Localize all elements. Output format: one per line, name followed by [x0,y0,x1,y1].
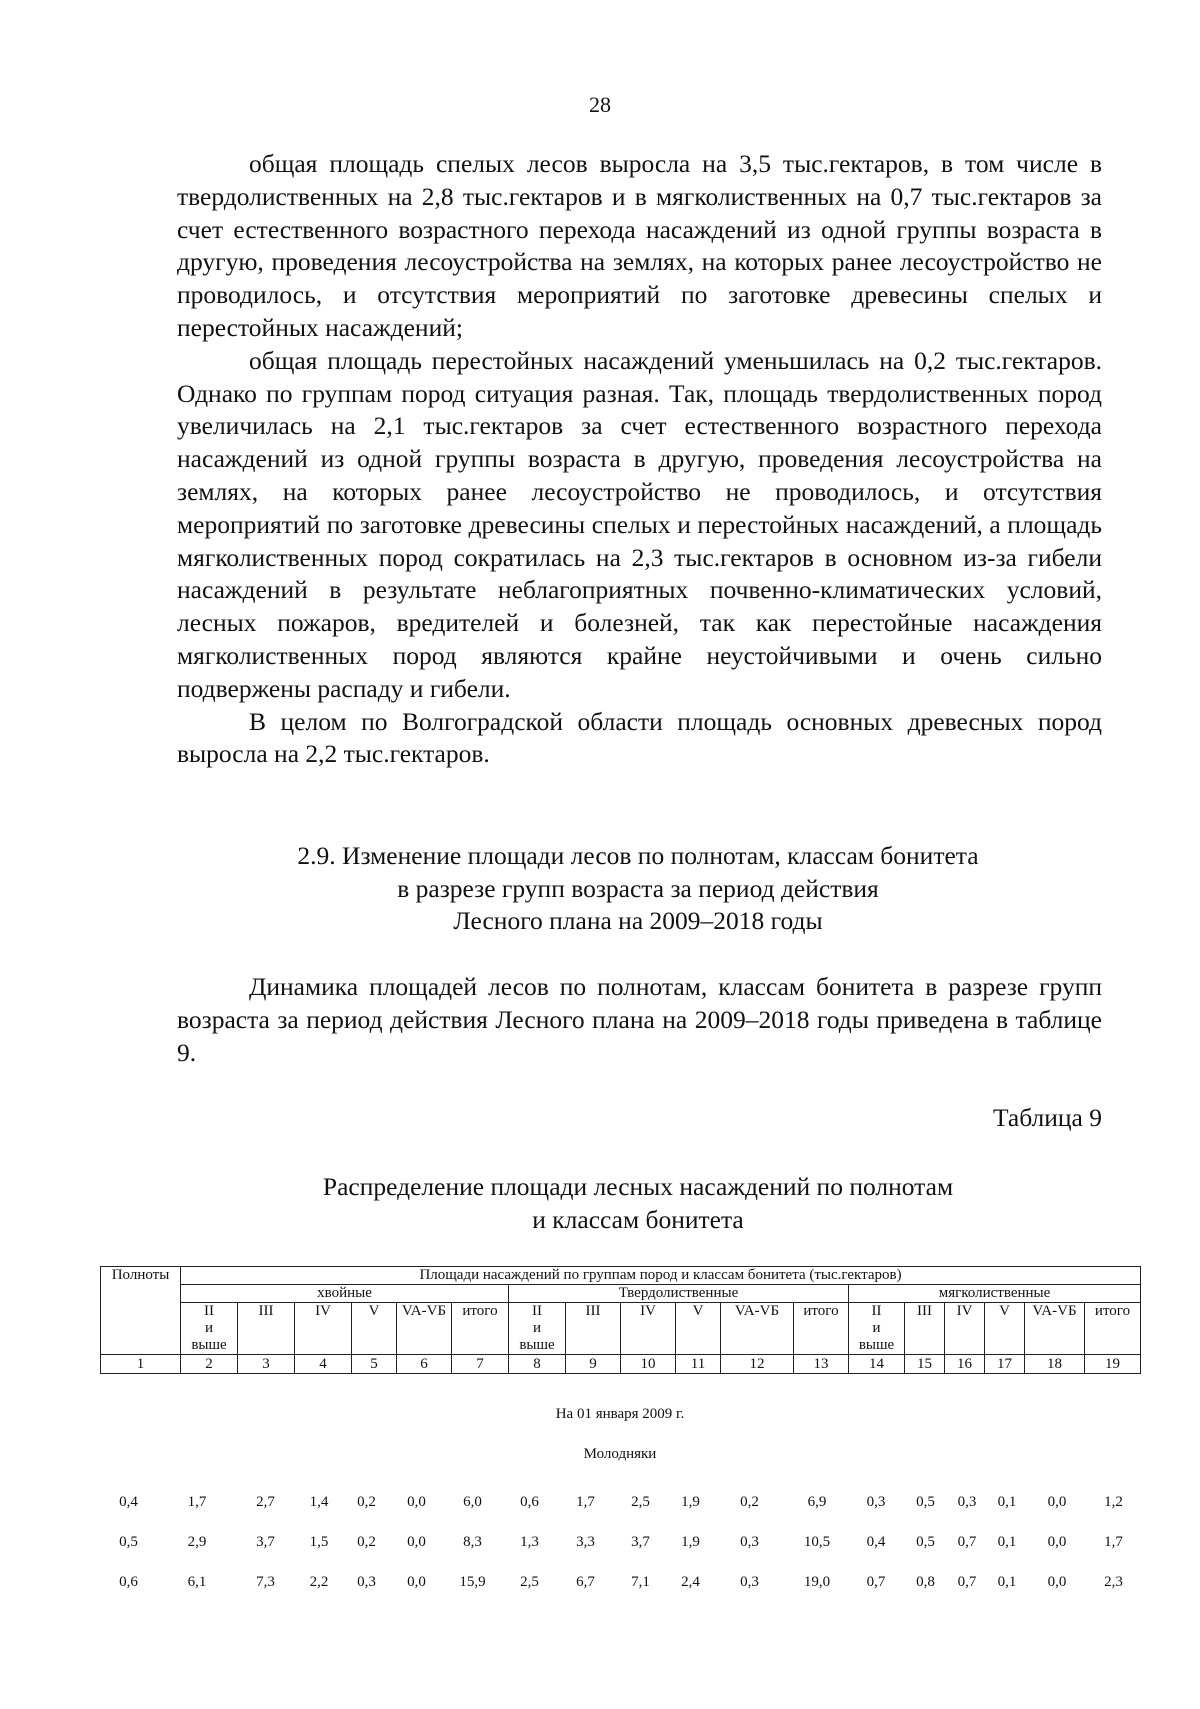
table-cell: 1,7 [187,1494,207,1510]
header-class: итого [452,1303,509,1355]
header-main: Площади насаждений по группам пород и классам бонитета (тыс.гектаров) [181,1267,1141,1285]
page-number: 28 [589,92,611,117]
paragraph-overmature-forests: общая площадь перестойных насаждений уменьшилась на 0,2 тыс.гектаров. Однако по группам пород ситуация разная. Так, площадь твердолиственных пород увеличилась на 2,1 тыс.гектаров за счет естественного возрастного перехода насаждений из одной группы возраста в другую, проведения лесоустройства на землях, на которых ранее лесоустройство не проводилось, и отсутствия мероприятий по заготовке древесины спелых и перестойных насаждений, а площадь мягколиственных пород сократилась на 2,3 тыс.гектаров в основном из-за гибели насаждений в результате неблагоприятных почвенно-климатических условий, лесных пожаров, вредителей и болезней, так как перестойные насаждения мягколиственных пород являются крайне неустойчивыми и очень сильно подвержены распаду и гибели. [177,345,1102,703]
table-cell: 0,3 [740,1574,759,1590]
intro-text: Динамика площадей лесов по полнотам, классам бонитета в разрезе групп возраста за период действия Лесного плана на 2009–2018 годы приведена в таблице 9. [177,972,1102,1067]
section-heading-line: в разрезе групп возраста за период действия [397,873,879,903]
header-class: VA-VБ [721,1303,794,1355]
table-cell: 19,0 [803,1574,831,1590]
table-body [100,1402,1140,1602]
table-cell: 0,4 [866,1534,886,1550]
table-cell: 2,5 [631,1494,650,1510]
header-polnoty: Полноты [101,1267,181,1355]
table-cell: 2,7 [256,1494,275,1510]
header-col-number: 15 [905,1355,945,1374]
table-cell: 0,2 [357,1534,376,1550]
header-col-number: 10 [621,1355,676,1374]
table-cell: 0,2 [357,1494,376,1510]
row-polnota: 0,5 [119,1534,138,1550]
header-col-number: 17 [985,1355,1025,1374]
header-col-number: 14 [849,1355,905,1374]
header-col-number: 1 [101,1355,181,1374]
table-cell: 3,3 [576,1534,595,1550]
table-cell: 8,3 [463,1534,482,1550]
table-title-line: Распределение площади лесных насаждений по полнотам [322,1172,954,1201]
table-cell: 15,9 [459,1574,486,1590]
date-label: На 01 января 2009 г. [555,1406,685,1422]
section-heading-line: Лесного плана на 2009–2018 годы [453,906,823,935]
table-cell: 7,1 [631,1574,650,1590]
table-cell: 0,6 [520,1494,539,1510]
table-cell: 0,7 [866,1574,886,1590]
header-class: V [985,1303,1025,1355]
header-class: II и выше [509,1303,566,1355]
table-cell: 2,3 [1104,1574,1123,1590]
header-col-number: 5 [352,1355,397,1374]
table-cell: 0,1 [997,1534,1017,1550]
table-cell: 6,9 [807,1494,827,1510]
table-cell: 6,1 [187,1574,207,1590]
section-heading [0,840,1200,938]
table-cell: 1,9 [681,1534,700,1550]
paragraph-mature-forests: общая площадь спелых лесов выросла на 3,5 тыс.гектаров, в том числе в твердолиственных на 2,8 тыс.гектаров и в мягколиственных на 0,7 тыс.гектаров за счет естественного возрастного перехода насаждений из одной группы возраста в другую, проведения лесоустройства на землях, на которых ранее лесоустройство не проводилось, и отсутствия мероприятий по заготовке древесины спелых и перестойных насаждений; [177,149,1102,342]
table-cell: 3,7 [631,1534,650,1550]
table-title [0,1170,1200,1236]
paragraph-total: В целом по Волгоградской области площадь основных древесных пород выросла на 2,2 тыс.гектаров. [177,706,1102,769]
header-col-number: 13 [794,1355,849,1374]
table-row [100,1482,1140,1522]
table-cell: 1,4 [309,1494,329,1510]
section-heading-line: 2.9. Изменение площади лесов по полнотам, классам бонитета [297,841,979,870]
header-col-number: 18 [1025,1355,1085,1374]
header-group-coniferous: хвойные [181,1285,509,1303]
header-class: VA-VБ [397,1303,452,1355]
table-cell: 0,7 [957,1534,977,1550]
header-class-row [101,1303,1141,1355]
header-col-number: 19 [1085,1355,1141,1374]
intro-paragraph [177,970,1102,1069]
table-cell: 0,0 [407,1494,426,1510]
table-cell: 0,1 [997,1574,1017,1590]
row-polnota: 0,4 [119,1494,138,1510]
table-cell: 0,8 [916,1574,935,1590]
table-data-body [100,1482,1140,1602]
header-col-number: 9 [566,1355,621,1374]
table-cell: 1,3 [520,1534,539,1550]
table-cell: 2,4 [681,1574,700,1590]
body-text [177,148,1102,771]
table-cell: 0,0 [1047,1494,1067,1510]
header-class: III [566,1303,621,1355]
table-cell: 0,1 [997,1494,1017,1510]
table-cell: 0,7 [957,1574,977,1590]
header-class: V [676,1303,721,1355]
table-cell: 0,3 [866,1494,886,1510]
row-polnota: 0,6 [119,1574,138,1590]
header-class: II и выше [181,1303,238,1355]
header-col-number: 6 [397,1355,452,1374]
header-col-number: 11 [676,1355,721,1374]
table-cell: 2,5 [520,1574,539,1590]
table-data [100,1482,1140,1602]
table-cell: 0,3 [740,1534,759,1550]
header-group-softwood: мягколиственные [849,1285,1141,1303]
header-col-number: 7 [452,1355,509,1374]
forest-area-table-header [100,1266,1141,1374]
header-col-number: 8 [509,1355,566,1374]
table-cell: 0,3 [357,1574,376,1590]
header-group-hardwood: Твердолиственные [509,1285,849,1303]
header-class: III [905,1303,945,1355]
table-cell: 0,0 [1047,1534,1067,1550]
table-cell: 0,2 [740,1494,759,1510]
table-label: Таблица 9 [992,1103,1102,1132]
header-class: VA-VБ [1025,1303,1085,1355]
table-cell: 6,7 [576,1574,595,1590]
header-col-number: 2 [181,1355,238,1374]
table-cell: 1,5 [309,1534,329,1550]
header-col-number: 4 [295,1355,352,1374]
table-cell: 1,7 [576,1494,595,1510]
table-cell: 0,0 [407,1574,426,1590]
table-cell: 3,7 [256,1534,275,1550]
table-cell: 7,3 [256,1574,275,1590]
header-class: II и выше [849,1303,905,1355]
table-cell: 0,3 [957,1494,977,1510]
header-number-row [101,1355,1141,1374]
header-class: итого [1085,1303,1141,1355]
header-class: III [238,1303,295,1355]
header-col-number: 16 [945,1355,985,1374]
table-row [100,1562,1140,1602]
table-cell: 0,5 [916,1534,935,1550]
table-title-line: и классам бонитета [532,1205,744,1234]
table-cell: 1,2 [1104,1494,1123,1510]
table-cell: 1,7 [1104,1534,1123,1550]
header-class: V [352,1303,397,1355]
age-group-label: Молодняки [583,1446,657,1462]
header-col-number: 3 [238,1355,295,1374]
header-class: IV [945,1303,985,1355]
table-cell: 0,0 [407,1534,426,1550]
table-cell: 0,0 [1047,1574,1067,1590]
header-col-number: 12 [721,1355,794,1374]
header-class: итого [794,1303,849,1355]
header-class: IV [621,1303,676,1355]
table-row [100,1522,1140,1562]
table-cell: 2,9 [187,1534,207,1550]
table-cell: 1,9 [681,1494,700,1510]
table-cell: 6,0 [463,1494,482,1510]
table-cell: 0,5 [916,1494,935,1510]
header-class: IV [295,1303,352,1355]
table-cell: 2,2 [309,1574,329,1590]
table-cell: 10,5 [803,1534,831,1550]
